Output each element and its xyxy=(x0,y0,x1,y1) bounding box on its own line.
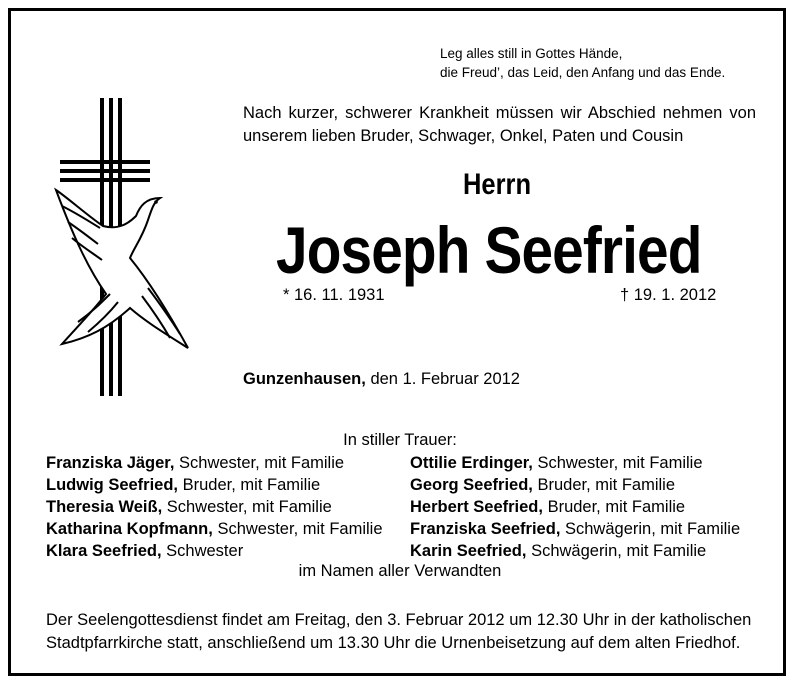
service-line-2: Stadtpfarrkirche statt, anschließend um 13.30 Uhr die Urnenbeisetzung auf dem alten Friedhof. xyxy=(46,634,741,652)
list-item xyxy=(410,496,740,518)
salutation-row xyxy=(0,168,800,202)
mourner-name: Franziska Jäger, xyxy=(46,454,175,472)
list-item xyxy=(410,540,740,562)
mourner-relation: Schwester, mit Familie xyxy=(166,498,332,516)
list-item xyxy=(46,518,383,540)
list-item xyxy=(46,496,383,518)
mourner-name: Theresia Weiß, xyxy=(46,498,163,516)
deceased-name: Joseph Seefried xyxy=(276,213,702,287)
salutation: Herrn xyxy=(462,168,532,201)
mourner-relation: Schwester, mit Familie xyxy=(537,454,703,472)
mourner-name: Ottilie Erdinger, xyxy=(410,454,533,472)
mourner-relation: Schwägerin, mit Familie xyxy=(531,542,707,560)
service-line-1: Der Seelengottesdienst findet am Freitag, den 3. Februar 2012 um 12.30 Uhr in der katholischen xyxy=(46,611,752,629)
mourner-relation: Schwester, mit Familie xyxy=(217,520,383,538)
relatives-line: im Namen aller Verwandten xyxy=(298,562,502,580)
service-info xyxy=(46,609,751,655)
mourner-relation: Bruder, mit Familie xyxy=(537,476,676,494)
mourner-name: Klara Seefried, xyxy=(46,542,162,560)
mourner-name: Franziska Seefried, xyxy=(410,520,561,538)
place-name: Gunzenhausen, xyxy=(243,370,366,388)
list-item xyxy=(410,518,740,540)
motto-line-2: die Freud’, das Leid, den Anfang und das Ende. xyxy=(440,65,726,80)
list-item xyxy=(46,452,383,474)
death-date: † 19. 1. 2012 xyxy=(620,286,717,304)
list-item xyxy=(46,474,383,496)
list-item xyxy=(46,540,383,562)
mourners-right-list xyxy=(410,452,740,562)
mourning-heading: In stiller Trauer: xyxy=(343,431,457,449)
list-item xyxy=(410,452,740,474)
mourners-left-list xyxy=(46,452,383,562)
cross-dove-icon xyxy=(48,98,208,398)
motto-verse xyxy=(440,44,725,82)
mourner-name: Georg Seefried, xyxy=(410,476,533,494)
mourner-relation: Schwester, mit Familie xyxy=(179,454,345,472)
intro-line-1: Nach kurzer, schwerer Krankheit müssen wir Abschied nehmen von xyxy=(243,104,756,122)
list-item xyxy=(410,474,740,496)
mourner-name: Karin Seefried, xyxy=(410,542,527,560)
intro-text xyxy=(243,102,756,148)
notice-date: den 1. Februar 2012 xyxy=(370,370,520,388)
motto-line-1: Leg alles still in Gottes Hände, xyxy=(440,46,623,61)
birth-date: * 16. 11. 1931 xyxy=(283,286,385,304)
mourner-relation: Schwägerin, mit Familie xyxy=(565,520,741,538)
mourner-relation: Schwester xyxy=(166,542,244,560)
mourner-relation: Bruder, mit Familie xyxy=(547,498,686,516)
intro-line-2: unserem lieben Bruder, Schwager, Onkel, Paten und Cousin xyxy=(243,127,684,145)
mourner-name: Katharina Kopfmann, xyxy=(46,520,213,538)
mourner-relation: Bruder, mit Familie xyxy=(182,476,321,494)
mourner-name: Herbert Seefried, xyxy=(410,498,543,516)
mourner-name: Ludwig Seefried, xyxy=(46,476,179,494)
place-date xyxy=(243,370,520,389)
